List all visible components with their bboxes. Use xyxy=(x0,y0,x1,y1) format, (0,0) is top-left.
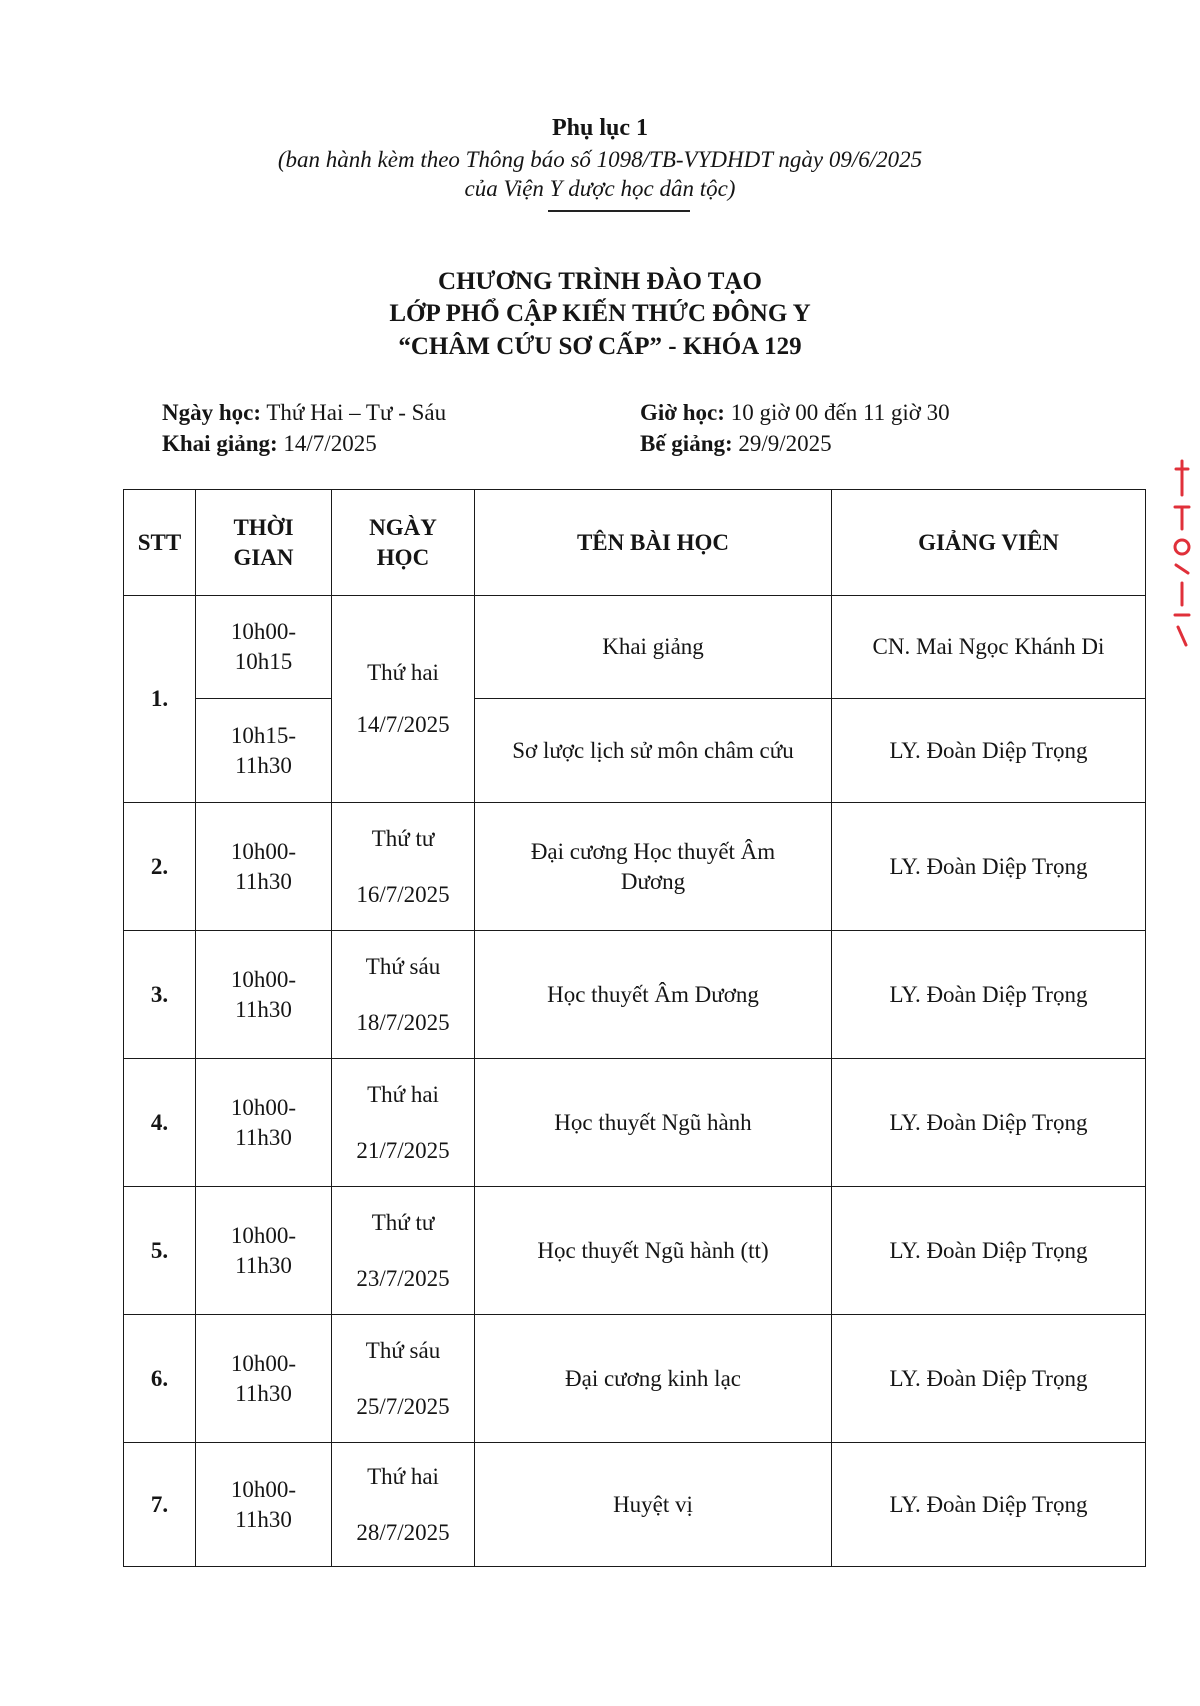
table-row xyxy=(124,1187,1146,1315)
table-row xyxy=(124,803,1146,931)
cell-day-date: 18/7/2025 xyxy=(356,1009,450,1035)
cell-lesson: Huyệt vị xyxy=(475,1443,832,1567)
study-time-label: Giờ học: xyxy=(640,400,725,425)
cell-time-start: 10h00- xyxy=(230,1476,297,1502)
cell-time-end: 11h30 xyxy=(235,1506,292,1532)
cell-time-end: 11h30 xyxy=(235,1380,292,1406)
closing-date xyxy=(640,431,832,457)
header-time-line1: THỜI xyxy=(233,514,294,540)
cell-stt: 2. xyxy=(124,803,196,931)
cell-time-start: 10h00- xyxy=(230,1094,297,1120)
header-day-line1: NGÀY xyxy=(369,514,437,540)
cell-day-date: 28/7/2025 xyxy=(356,1519,450,1545)
cell-day-date: 21/7/2025 xyxy=(356,1137,450,1163)
header-stt: STT xyxy=(124,490,196,596)
cell-lecturer: LY. Đoàn Diệp Trọng xyxy=(832,699,1146,803)
table-row xyxy=(124,931,1146,1059)
cell-day-name: Thứ tư xyxy=(371,1209,435,1235)
opening-label: Khai giảng: xyxy=(162,431,278,456)
cell-time-end: 11h30 xyxy=(235,996,292,1022)
cell-lesson: Học thuyết Ngũ hành (tt) xyxy=(475,1187,832,1315)
cell-time-start: 10h00- xyxy=(230,838,297,864)
cell-day-name: Thứ hai xyxy=(367,1081,439,1107)
study-time-value: 10 giờ 00 đến 11 giờ 30 xyxy=(730,400,950,425)
opening-value: 14/7/2025 xyxy=(283,431,377,456)
table-row xyxy=(124,699,1146,803)
cell-day-date: 16/7/2025 xyxy=(356,881,450,907)
study-days-label: Ngày học: xyxy=(162,400,262,425)
cell-lecturer: LY. Đoàn Diệp Trọng xyxy=(832,1315,1146,1443)
cell-day-name: Thứ tư xyxy=(371,825,435,851)
red-stamp-fragment xyxy=(1170,455,1196,655)
appendix-title: Phụ lục 1 xyxy=(551,115,649,141)
cell-day-date: 25/7/2025 xyxy=(356,1393,450,1419)
cell-lecturer: CN. Mai Ngọc Khánh Di xyxy=(832,596,1146,699)
cell-day xyxy=(332,803,475,931)
cell-time xyxy=(196,1059,332,1187)
cell-time-end: 11h30 xyxy=(235,868,292,894)
header-time-line2: GIAN xyxy=(233,544,294,570)
cell-day xyxy=(332,596,475,803)
cell-lesson xyxy=(475,803,832,931)
study-days-value: Thứ Hai – Tư - Sáu xyxy=(266,400,447,425)
cell-time-start: 10h00- xyxy=(230,966,297,992)
cell-time-start: 10h00- xyxy=(230,1350,297,1376)
header-lesson: TÊN BÀI HỌC xyxy=(475,490,832,596)
cell-day-name: Thứ hai xyxy=(367,660,439,685)
cell-time-end: 10h15 xyxy=(234,649,293,674)
table-row xyxy=(124,596,1146,699)
cell-time-end: 11h30 xyxy=(235,1252,292,1278)
cell-lecturer: LY. Đoàn Diệp Trọng xyxy=(832,1059,1146,1187)
cell-stt: 7. xyxy=(124,1443,196,1567)
cell-time-start: 10h15- xyxy=(230,722,297,748)
cell-time xyxy=(196,1443,332,1567)
cell-day xyxy=(332,1187,475,1315)
cell-day xyxy=(332,931,475,1059)
table-header-row xyxy=(124,490,1146,596)
study-days xyxy=(162,400,446,426)
cell-lesson-text: Đại cương Học thuyết Âm Dương xyxy=(530,838,776,894)
header-day-line2: HỌC xyxy=(376,544,430,570)
cell-day-name: Thứ hai xyxy=(367,1463,439,1489)
cell-stt: 5. xyxy=(124,1187,196,1315)
cell-day-date: 23/7/2025 xyxy=(356,1265,450,1291)
cell-lecturer: LY. Đoàn Diệp Trọng xyxy=(832,931,1146,1059)
header-time xyxy=(196,490,332,596)
program-title-line3: “CHÂM CỨU SƠ CẤP” - KHÓA 129 xyxy=(398,333,802,360)
cell-time xyxy=(196,803,332,931)
cell-lecturer: LY. Đoàn Diệp Trọng xyxy=(832,1187,1146,1315)
schedule-table xyxy=(123,489,1146,1567)
header-day xyxy=(332,490,475,596)
cell-day xyxy=(332,1315,475,1443)
header-lecturer: GIẢNG VIÊN xyxy=(832,490,1146,596)
table-row xyxy=(124,1315,1146,1443)
appendix-subtitle-line1: (ban hành kèm theo Thông báo số 1098/TB-VYDHDT ngày 09/6/2025 xyxy=(277,147,923,172)
cell-time xyxy=(196,1315,332,1443)
cell-day xyxy=(332,1059,475,1187)
cell-time-start: 10h00- xyxy=(230,619,297,644)
cell-time xyxy=(196,596,332,699)
cell-lecturer: LY. Đoàn Diệp Trọng xyxy=(832,1443,1146,1567)
program-title-line2: LỚP PHỔ CẬP KIẾN THỨC ĐÔNG Y xyxy=(389,300,811,327)
cell-lesson: Học thuyết Âm Dương xyxy=(475,931,832,1059)
cell-stt: 4. xyxy=(124,1059,196,1187)
cell-lesson: Sơ lược lịch sử môn châm cứu xyxy=(475,699,832,803)
title-divider xyxy=(548,210,690,212)
cell-day xyxy=(332,1443,475,1567)
cell-stt: 3. xyxy=(124,931,196,1059)
cell-lesson: Đại cương kinh lạc xyxy=(475,1315,832,1443)
opening-date xyxy=(162,431,377,457)
cell-lesson: Học thuyết Ngũ hành xyxy=(475,1059,832,1187)
cell-day-date: 14/7/2025 xyxy=(356,712,450,737)
table-row xyxy=(124,1443,1146,1567)
program-title-line1: CHƯƠNG TRÌNH ĐÀO TẠO xyxy=(438,268,762,295)
cell-time-end: 11h30 xyxy=(235,1124,292,1150)
cell-stt: 1. xyxy=(124,596,196,803)
cell-time-start: 10h00- xyxy=(230,1222,297,1248)
study-time xyxy=(640,400,950,426)
cell-time-end: 11h30 xyxy=(235,752,292,778)
cell-day-name: Thứ sáu xyxy=(365,953,441,979)
table-row xyxy=(124,1059,1146,1187)
cell-day-name: Thứ sáu xyxy=(365,1337,441,1363)
closing-value: 29/9/2025 xyxy=(738,431,832,456)
cell-stt: 6. xyxy=(124,1315,196,1443)
cell-lesson: Khai giảng xyxy=(475,596,832,699)
cell-time xyxy=(196,1187,332,1315)
appendix-subtitle-line2: của Viện Y dược học dân tộc) xyxy=(464,176,736,201)
cell-time xyxy=(196,699,332,803)
cell-lecturer: LY. Đoàn Diệp Trọng xyxy=(832,803,1146,931)
cell-time xyxy=(196,931,332,1059)
closing-label: Bế giảng: xyxy=(640,431,733,456)
